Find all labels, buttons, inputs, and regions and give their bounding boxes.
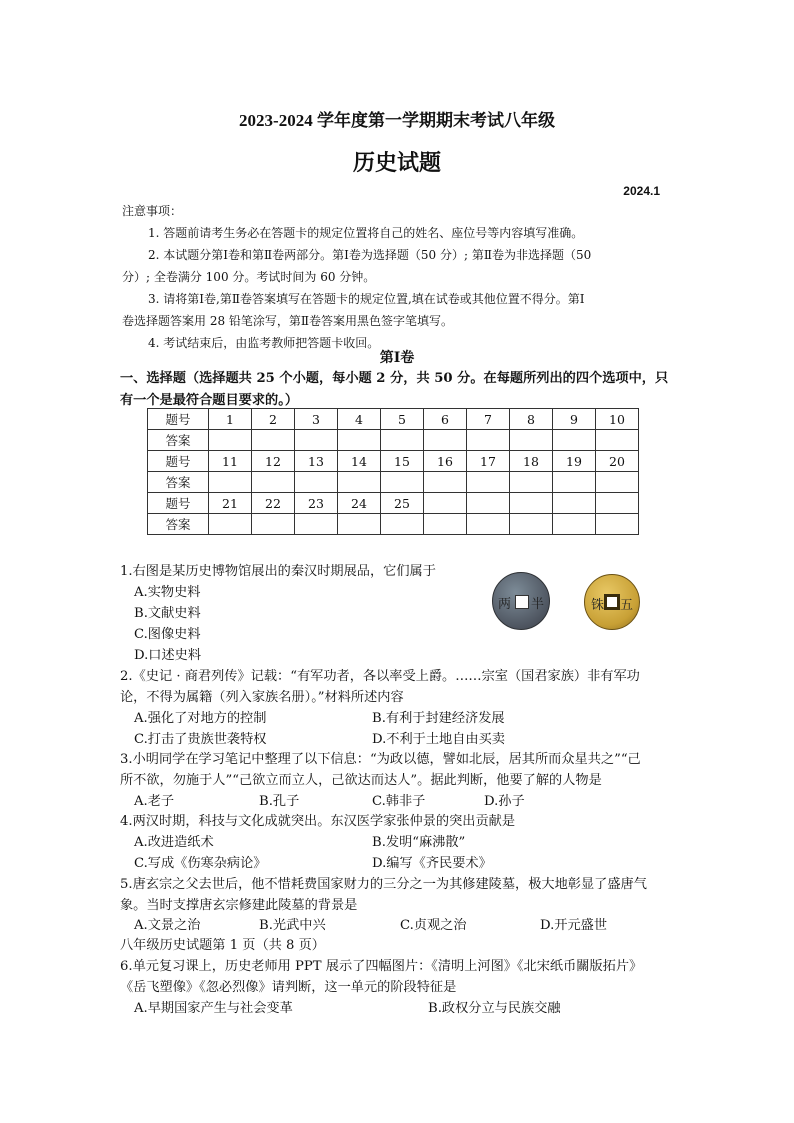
question-number: 18 [510,451,553,472]
note-line: 3. 请将第Ⅰ卷,第Ⅱ卷答案填写在答题卡的规定位置,填在试卷或其他位置不得分。第Ⅰ [148,292,585,306]
question-6-stem: 《岳飞塑像》《忽必烈像》请判断，这一单元的阶段特征是 [120,980,457,995]
q2-option-d: D.不利于土地自由买卖 [372,732,505,747]
answer-table [147,408,639,535]
answer-cell[interactable] [252,514,295,535]
question-2-stem: 论，不得为属籍（列入家族名册）。”材料所述内容 [120,690,404,705]
question-number [596,493,639,514]
note-line: 1. 答题前请考生务必在答题卡的规定位置将自己的姓名、座位号等内容填写准确。 [148,226,584,240]
answer-cell[interactable] [338,514,381,535]
q3-option-b: B.孔子 [259,794,300,809]
answer-cell[interactable] [467,472,510,493]
answer-cell[interactable] [510,472,553,493]
q1-option-c: C.图像史料 [134,627,201,642]
question-number: 23 [295,493,338,514]
question-5-stem: 象。当时支撑唐玄宗修建此陵墓的背景是 [120,898,358,913]
answer-cell[interactable] [424,514,467,535]
note-line: 4. 考试结束后，由监考教师把答题卡收回。 [148,336,380,350]
q3-option-c: C.韩非子 [372,794,426,809]
answer-cell[interactable] [295,472,338,493]
question-number: 24 [338,493,381,514]
answer-cell[interactable] [467,514,510,535]
answer-cell[interactable] [381,430,424,451]
q4-option-d: D.编写《齐民要术》 [372,856,492,871]
num-header: 题号 [148,493,209,514]
answer-cell[interactable] [209,430,252,451]
answer-cell[interactable] [381,472,424,493]
question-number: 19 [553,451,596,472]
question-number: 15 [381,451,424,472]
q2-option-b: B.有利于封建经济发展 [372,711,505,726]
question-number: 3 [295,409,338,430]
answer-header: 答案 [148,514,209,535]
exam-date: 2024.1 [623,184,660,198]
question-number: 21 [209,493,252,514]
table-row [148,409,639,430]
exam-subject-title: 历史试题 [352,150,441,176]
question-number: 2 [252,409,295,430]
question-number: 11 [209,451,252,472]
question-1-stem: 1.右图是某历史博物馆展出的秦汉时期展品，它们属于 [120,564,436,579]
question-number: 6 [424,409,467,430]
answer-cell[interactable] [209,472,252,493]
question-5-stem: 5.唐玄宗之父去世后，他不惜耗费国家财力的三分之一为其修建陵墓，极大地彰显了盛唐气 [120,877,647,892]
question-4-stem: 4.两汉时期，科技与文化成就突出。东汉医学家张仲景的突出贡献是 [120,814,516,829]
section-label: 第Ⅰ卷 [379,350,415,366]
question-number [553,493,596,514]
answer-header: 答案 [148,430,209,451]
answer-cell[interactable] [252,472,295,493]
answer-cell[interactable] [338,430,381,451]
wu-zhu-coin-image [584,574,640,630]
table-row [148,493,639,514]
ban-liang-coin-image [492,572,550,630]
q4-option-b: B.发明“麻沸散” [372,835,466,850]
question-number: 17 [467,451,510,472]
answer-cell[interactable] [467,430,510,451]
coin-glyph: 五 [619,598,633,613]
question-number: 8 [510,409,553,430]
coin-glyph: 两 [498,597,512,612]
answer-cell[interactable] [252,430,295,451]
answer-cell[interactable] [553,514,596,535]
table-row [148,472,639,493]
question-number [467,493,510,514]
q6-option-b: B.政权分立与民族交融 [428,1001,561,1016]
q1-option-b: B.文献史料 [134,606,201,621]
answer-cell[interactable] [510,514,553,535]
answer-cell[interactable] [596,472,639,493]
coin-glyph: 铢 [591,598,605,613]
question-number [510,493,553,514]
question-number: 5 [381,409,424,430]
answer-header: 答案 [148,472,209,493]
answer-cell[interactable] [381,514,424,535]
coin-hole [604,594,620,610]
question-number: 4 [338,409,381,430]
question-number: 10 [596,409,639,430]
q2-option-c: C.打击了贵族世袭特权 [134,732,267,747]
q6-option-a: A.早期国家产生与社会变革 [134,1001,293,1016]
question-number [424,493,467,514]
answer-cell[interactable] [553,430,596,451]
q3-option-d: D.孙子 [484,794,525,809]
q4-option-a: A.改进造纸术 [134,835,214,850]
q2-option-a: A.强化了对地方的控制 [134,711,267,726]
num-header: 题号 [148,409,209,430]
question-3-stem: 所不欲，勿施于人”“己欲立而立人，己欲达而达人”。据此判断，他要了解的人物是 [120,773,602,788]
q5-option-a: A.文景之治 [134,918,201,933]
answer-cell[interactable] [424,430,467,451]
question-number: 20 [596,451,639,472]
notes-heading: 注意事项： [122,204,183,218]
question-number: 16 [424,451,467,472]
question-number: 14 [338,451,381,472]
note-line: 分）; 全卷满分 100 分。考试时间为 60 分钟。 [122,270,376,284]
num-header: 题号 [148,451,209,472]
table-row [148,451,639,472]
coin-hole [515,595,529,609]
answer-cell[interactable] [596,514,639,535]
question-6-stem: 6.单元复习课上，历史老师用 PPT 展示了四幅图片：《清明上河图》《北宋纸币關版拓片》 [120,959,643,974]
answer-cell[interactable] [295,514,338,535]
table-row [148,514,639,535]
answer-cell[interactable] [510,430,553,451]
section-instruction: 有一个是最符合题目要求的。） [120,393,299,408]
q5-option-b: B.光武中兴 [259,918,326,933]
answer-cell[interactable] [596,430,639,451]
q5-option-d: D.开元盛世 [540,918,608,933]
question-number: 22 [252,493,295,514]
q3-option-a: A.老子 [134,794,175,809]
answer-cell[interactable] [424,472,467,493]
question-number: 7 [467,409,510,430]
question-number: 1 [209,409,252,430]
question-number: 13 [295,451,338,472]
section-instruction: 一、选择题（选择题共 25 个小题，每小题 2 分，共 50 分。在每题所列出的四个选项中，只 [120,371,669,386]
q5-option-c: C.贞观之治 [400,918,467,933]
question-number: 9 [553,409,596,430]
question-3-stem: 3.小明同学在学习笔记中整理了以下信息：“为政以德，譬如北辰，居其所而众星共之”“己 [120,752,641,767]
answer-cell[interactable] [553,472,596,493]
exam-title: 2023-2024 学年度第一学期期末考试八年级 [239,111,555,130]
question-number: 12 [252,451,295,472]
q1-option-a: A.实物史料 [134,585,201,600]
coin-glyph: 半 [530,597,544,612]
question-number: 25 [381,493,424,514]
q4-option-c: C.写成《伤寒杂病论》 [134,856,267,871]
answer-cell[interactable] [338,472,381,493]
table-row [148,430,639,451]
answer-cell[interactable] [209,514,252,535]
answer-cell[interactable] [295,430,338,451]
note-line: 卷选择题答案用 28 铅笔涂写，第Ⅱ卷答案用黑色签字笔填写。 [122,314,454,328]
note-line: 2. 本试题分第Ⅰ卷和第Ⅱ卷两部分。第Ⅰ卷为选择题（50 分）; 第Ⅱ卷为非选择题（50 [148,248,592,262]
page-footer: 八年级历史试题第 1 页（共 8 页） [120,938,325,953]
q1-option-d: D.口述史料 [134,648,202,663]
question-2-stem: 2.《史记 · 商君列传》记载：“有军功者，各以率受上爵。……宗室（国君家族）非有军功 [120,669,640,684]
